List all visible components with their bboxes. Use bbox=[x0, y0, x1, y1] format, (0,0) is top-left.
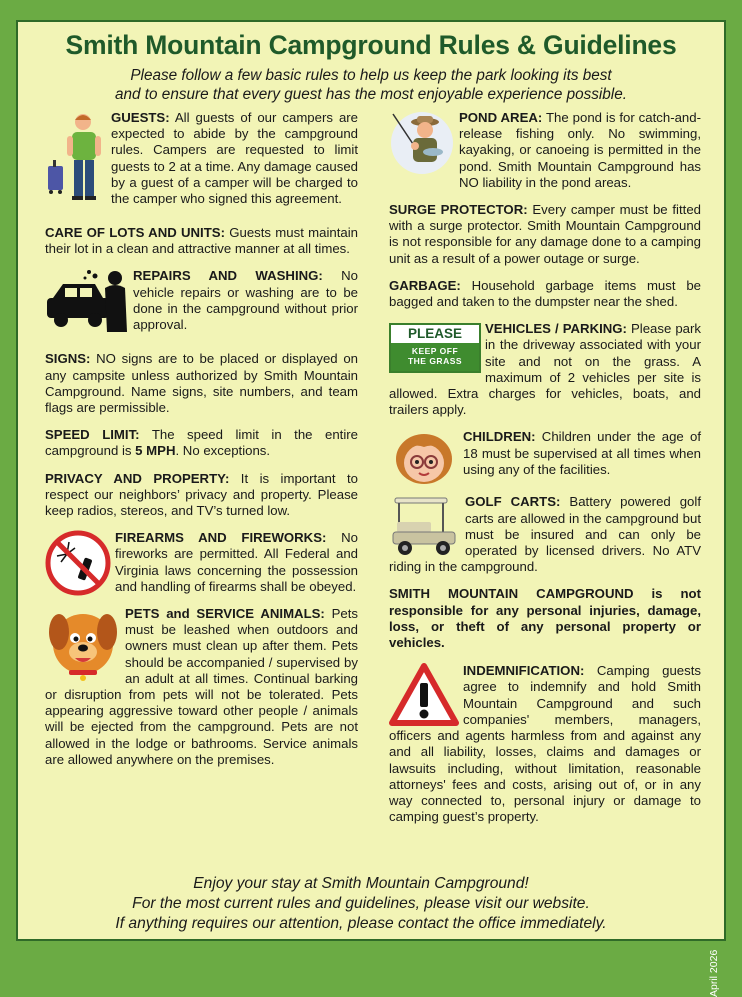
subtitle-line-1: Please follow a few basic rules to help us keep the park looking its best bbox=[130, 67, 612, 84]
sign-line-please: PLEASE bbox=[407, 326, 462, 342]
children-section bbox=[389, 429, 701, 483]
care-text: Guests must maintain their lot in a clean and attractive manner at all times. bbox=[45, 225, 358, 257]
guests-section bbox=[45, 110, 358, 214]
car-washing-icon bbox=[45, 268, 129, 334]
guest-with-luggage-icon bbox=[45, 110, 107, 206]
sign-line-the-grass: THE GRASS bbox=[407, 356, 463, 367]
privacy-text: It is important to respect our neighbors’ privacy and property. Please keep radios, stereos, and TV’s turned low. bbox=[45, 470, 358, 519]
speed-section bbox=[45, 427, 358, 459]
date-stamp: April 2026 bbox=[708, 949, 720, 997]
pets-heading: PETS and SERVICE ANIMALS: bbox=[125, 606, 325, 622]
repairs-section bbox=[45, 268, 358, 340]
care-section bbox=[45, 225, 358, 257]
signs-heading: SIGNS: bbox=[45, 351, 91, 367]
speed-text-before: The speed limit in the entire campground is bbox=[45, 427, 358, 459]
surge-text: Every camper must be fitted with a surge protector. Smith Mountain Campground is not responsible for any damage done to a camping unit as a result of a power outage or surge. bbox=[389, 202, 701, 266]
golf-section bbox=[389, 494, 701, 575]
guests-text: All guests of our campers are expected to abide by the campground rules. Campers are requested to limit guests to 2 at a time. Any damage caused by a guest of a camper will be charged to the camper who signed this agreement. bbox=[111, 110, 359, 207]
golf-heading: GOLF CARTS: bbox=[465, 494, 561, 510]
care-heading: CARE OF LOTS AND UNITS: bbox=[45, 225, 225, 240]
indemnification-text: Camping guests agree to indemnify and hold Smith Mountain Campground and such companies' members, managers, officers and agents harmless from and against any and all liability, losses, claims and damages or lawsuits including, without limitation, reasonable attorneys' fees and costs, arising out of, or in any way connected to, personal injury or damage to camping guest’s property. bbox=[389, 663, 701, 825]
surge-section bbox=[389, 202, 701, 267]
vehicles-section bbox=[389, 321, 701, 418]
garbage-text: Household garbage items must be bagged and taken to the dumpster near the shed. bbox=[389, 277, 701, 310]
pets-text: Pets must be leashed when outdoors and owners must clean up after them. Pets should be accompanied / supervised by an adult at all times. Continual barking or disruption from pets will not be tolerated. Pets appearing aggressive toward other people / animals will be ejected from the campground. Pets are not allowed in the lodge or bathrooms. Service animals are allowed anywhere on the premises. bbox=[45, 606, 358, 767]
no-fireworks-icon bbox=[45, 530, 111, 596]
page-title: Smith Mountain Campground Rules & Guidelines bbox=[65, 30, 677, 60]
footer bbox=[18, 874, 704, 934]
fisherman-icon bbox=[389, 110, 455, 176]
vehicles-heading: VEHICLES / PARKING: bbox=[485, 321, 627, 337]
privacy-section bbox=[45, 471, 358, 520]
indemnification-section bbox=[389, 663, 701, 825]
guests-heading: GUESTS: bbox=[111, 110, 170, 125]
repairs-text: No vehicle repairs or washing are to be done in the campground without prior approval. bbox=[133, 268, 358, 333]
children-text: Children under the age of 18 must be supervised at all times when using any of the facilities. bbox=[463, 429, 701, 477]
vehicles-text: Please park in the driveway associated with your site and not on the grass. A maximum of 2 vehicles per site is allowed. Extra charges for vehicles, boats, and trailers apply. bbox=[389, 321, 702, 418]
footer-line-3: If anything requires our attention, please contact the office immediately. bbox=[115, 915, 607, 932]
firearms-heading: FIREARMS AND FIREWORKS: bbox=[115, 530, 327, 546]
signs-section bbox=[45, 351, 358, 416]
child-face-icon bbox=[389, 429, 459, 485]
pond-section bbox=[389, 110, 701, 191]
subtitle-line-2: and to ensure that every guest has the most enjoyable experience possible. bbox=[115, 86, 627, 103]
repairs-heading: REPAIRS AND WASHING: bbox=[133, 268, 323, 284]
warning-triangle-icon bbox=[389, 663, 459, 727]
sign-line-keep-off: KEEP OFF bbox=[411, 346, 459, 357]
garbage-section bbox=[389, 278, 701, 310]
liability-note: SMITH MOUNTAIN CAMPGROUND is not responsible for any personal injuries, damage, loss, or theft of any personal property or vehicles. bbox=[389, 586, 701, 651]
garbage-heading: GARBAGE: bbox=[389, 277, 461, 293]
firearms-section bbox=[45, 530, 358, 595]
signs-text: NO signs are to be placed or displayed on any campsite unless authorized by Smith Mountain Campground. Name signs, site numbers, and team flags are permissible. bbox=[45, 351, 358, 416]
pets-section bbox=[45, 606, 358, 768]
pond-text: The pond is for catch-and-release fishing only. No swimming, kayaking, or canoeing is permitted in the pond. Smith Mountain Campground has NO liability in the pond areas. bbox=[459, 110, 701, 190]
speed-limit-value: 5 MPH bbox=[135, 443, 176, 459]
firearms-text: No fireworks are permitted. All Federal and Virginia laws concerning the possession and handling of firearms shall be obeyed. bbox=[115, 530, 358, 594]
left-column bbox=[45, 110, 358, 779]
page-subtitle bbox=[18, 66, 724, 104]
children-heading: CHILDREN: bbox=[463, 429, 536, 445]
footer-line-2: For the most current rules and guidelines, please visit our website. bbox=[132, 895, 590, 912]
rules-sheet bbox=[16, 20, 726, 997]
indemnification-heading: INDEMNIFICATION: bbox=[463, 663, 585, 679]
footer-line-1: Enjoy your stay at Smith Mountain Campground! bbox=[193, 875, 529, 892]
privacy-heading: PRIVACY AND PROPERTY: bbox=[45, 470, 230, 486]
dog-icon bbox=[45, 606, 121, 684]
golf-cart-icon bbox=[389, 494, 461, 558]
golf-text: Battery powered golf carts are allowed in the campground but must be insured and can only be operated by licensed drivers. No ATV riding in the campground. bbox=[389, 494, 701, 575]
keep-off-grass-sign-icon bbox=[389, 323, 481, 373]
pond-heading: POND AREA: bbox=[459, 110, 543, 125]
speed-heading: SPEED LIMIT: bbox=[45, 427, 140, 443]
right-column bbox=[389, 110, 701, 836]
surge-heading: SURGE PROTECTOR: bbox=[389, 202, 528, 218]
speed-text-after: . No exceptions. bbox=[175, 443, 271, 459]
